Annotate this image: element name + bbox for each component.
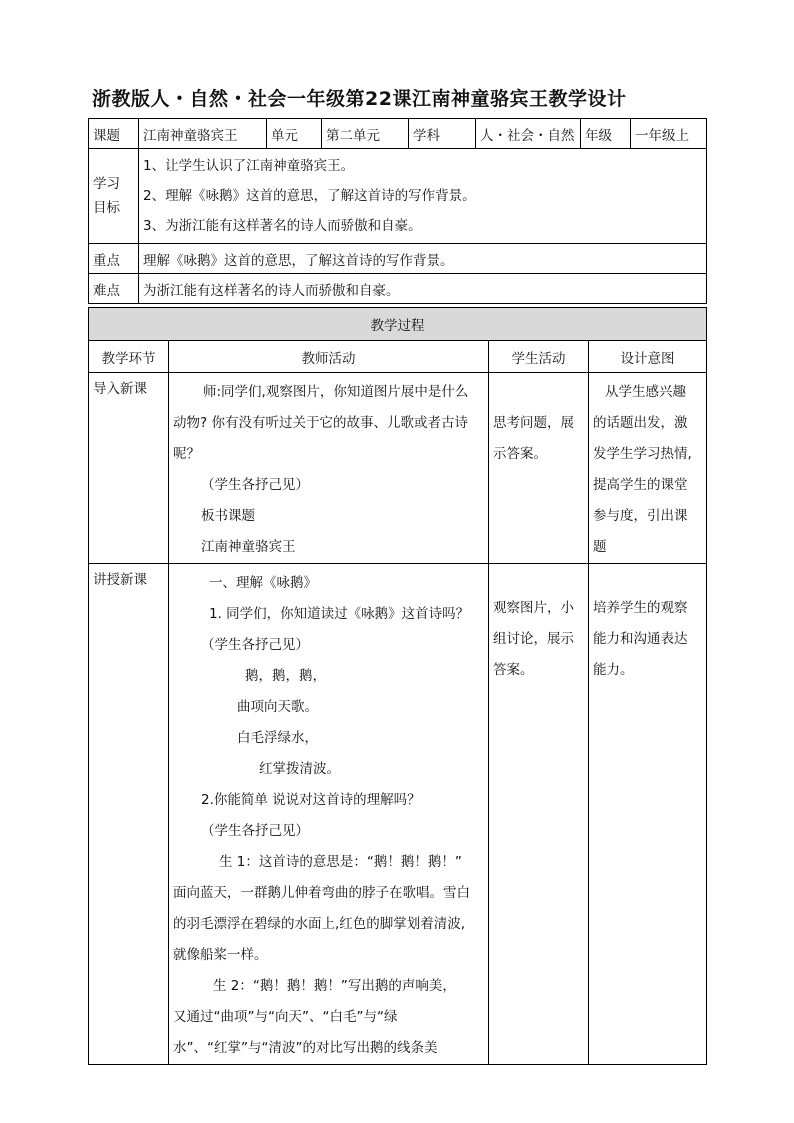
intro-teacher-line: 板书课题 — [201, 508, 255, 524]
topic-label: 课题 — [89, 119, 139, 149]
lesson-teacher-line: （学生各抒己见） — [201, 637, 309, 653]
intro-teacher-line: （学生各抒己见） — [201, 477, 309, 493]
lesson-student-line: 答案。 — [493, 662, 534, 678]
lesson-teacher-line: 就像船桨一样。 — [173, 947, 268, 963]
lesson-teacher-line: 生 1：这首诗的意思是：“鹅！鹅！鹅！” — [219, 854, 462, 870]
header-stage: 教学环节 — [89, 341, 169, 373]
topic-value: 江南神童骆宾王 — [139, 119, 267, 149]
unit-label: 单元 — [267, 119, 322, 149]
lesson-stage-text: 讲授新课 — [93, 572, 147, 588]
intro-stage-text: 导入新课 — [93, 381, 147, 397]
key-label: 重点 — [89, 244, 139, 274]
intro-intent-line: 的话题出发，激 — [593, 415, 688, 431]
poem-line: 鹅，鹅，鹅， — [245, 668, 326, 684]
process-section-title: 教学过程 — [89, 308, 707, 341]
lesson-teacher-line: 水”、“红掌”与“清波”的对比写出鹅的线条美 — [173, 1040, 438, 1056]
intro-student-line: 示答案。 — [493, 446, 547, 462]
poem-line: 红掌拨清波。 — [259, 761, 340, 777]
lesson-student-line: 观察图片，小 — [493, 600, 574, 616]
lesson-stage — [89, 564, 169, 1065]
goal-item: 1、让学生认识了江南神童骆宾王。 — [143, 158, 355, 174]
poem-line: 曲项向天歌。 — [237, 699, 318, 715]
lesson-teacher-line: 1. 同学们，你知道读过《咏鹅》这首诗吗？ — [209, 606, 470, 622]
goals-label-line: 目标 — [93, 200, 120, 216]
lesson-intent-line: 培养学生的观察 — [593, 600, 688, 616]
key-value: 理解《咏鹅》这首的意思，了解这首诗的写作背景。 — [139, 244, 707, 274]
lesson-teacher-line: （学生各抒己见） — [201, 823, 309, 839]
goals-cell — [139, 149, 707, 244]
poem-line: 白毛浮绿水， — [237, 730, 318, 746]
header-teacher: 教师活动 — [169, 341, 489, 373]
lesson-teacher-line: 的羽毛漂浮在碧绿的水面上,红色的脚掌划着清波, — [173, 916, 466, 932]
goals-label-line: 学习 — [93, 176, 120, 192]
lesson-intent-line: 能力和沟通表达 — [593, 631, 688, 647]
header-intent: 设计意图 — [589, 341, 707, 373]
subject-label: 学科 — [409, 119, 476, 149]
teaching-process-table — [88, 307, 707, 1065]
lesson-teacher-line: 一、理解《咏鹅》 — [209, 575, 317, 591]
intro-teacher — [169, 373, 489, 564]
intro-intent-line: 从学生感兴趣 — [605, 384, 686, 400]
lesson-student-line: 组讨论，展示 — [493, 631, 574, 647]
intro-teacher-line: 师:同学们,观察图片，你知道图片展中是什么 — [203, 384, 469, 400]
difficulty-value: 为浙江能有这样著名的诗人而骄傲和自豪。 — [139, 274, 707, 304]
difficulty-label: 难点 — [89, 274, 139, 304]
grade-value: 一年级上 — [631, 119, 707, 149]
intro-intent-line: 发学生学习热情, — [593, 446, 692, 462]
intro-student — [489, 373, 589, 564]
intro-student-line: 思考问题，展 — [493, 415, 574, 431]
grade-label: 年级 — [581, 119, 631, 149]
lesson-info-table — [88, 118, 707, 304]
intro-stage — [89, 373, 169, 564]
intro-intent-line: 参与度，引出课 — [593, 508, 688, 524]
intro-teacher-line: 呢？ — [173, 446, 200, 462]
intro-intent-line: 题 — [593, 539, 607, 555]
lesson-intent-line: 能力。 — [593, 662, 634, 678]
lesson-teacher — [169, 564, 489, 1065]
lesson-teacher-line: 生 2：“鹅！鹅！鹅！”写出鹅的声响美， — [213, 978, 456, 994]
intro-intent — [589, 373, 707, 564]
intro-teacher-line: 动物? 你有没有听过关于它的故事、儿歌或者古诗 — [173, 415, 468, 431]
goal-item: 2、理解《咏鹅》这首的意思，了解这首诗的写作背景。 — [143, 188, 476, 204]
goals-label — [89, 149, 139, 244]
intro-intent-line: 提高学生的课堂 — [593, 477, 688, 493]
subject-value: 人・社会・自然 — [476, 119, 581, 149]
lesson-intent — [589, 564, 707, 1065]
lesson-teacher-line: 面向蓝天，一群鹅儿伸着弯曲的脖子在歌唱。雪白 — [173, 885, 470, 901]
intro-teacher-line: 江南神童骆宾王 — [201, 539, 296, 555]
lesson-student — [489, 564, 589, 1065]
document-title: 浙教版人・自然・社会一年级第22课江南神童骆宾王教学设计 — [92, 88, 627, 110]
goal-item: 3、为浙江能有这样著名的诗人而骄傲和自豪。 — [143, 218, 422, 234]
lesson-teacher-line: 2.你能简单 说说对这首诗的理解吗？ — [201, 792, 421, 808]
lesson-teacher-line: 又通过“曲项”与“向天”、“白毛”与“绿 — [173, 1009, 398, 1025]
header-student: 学生活动 — [489, 341, 589, 373]
unit-value: 第二单元 — [322, 119, 409, 149]
